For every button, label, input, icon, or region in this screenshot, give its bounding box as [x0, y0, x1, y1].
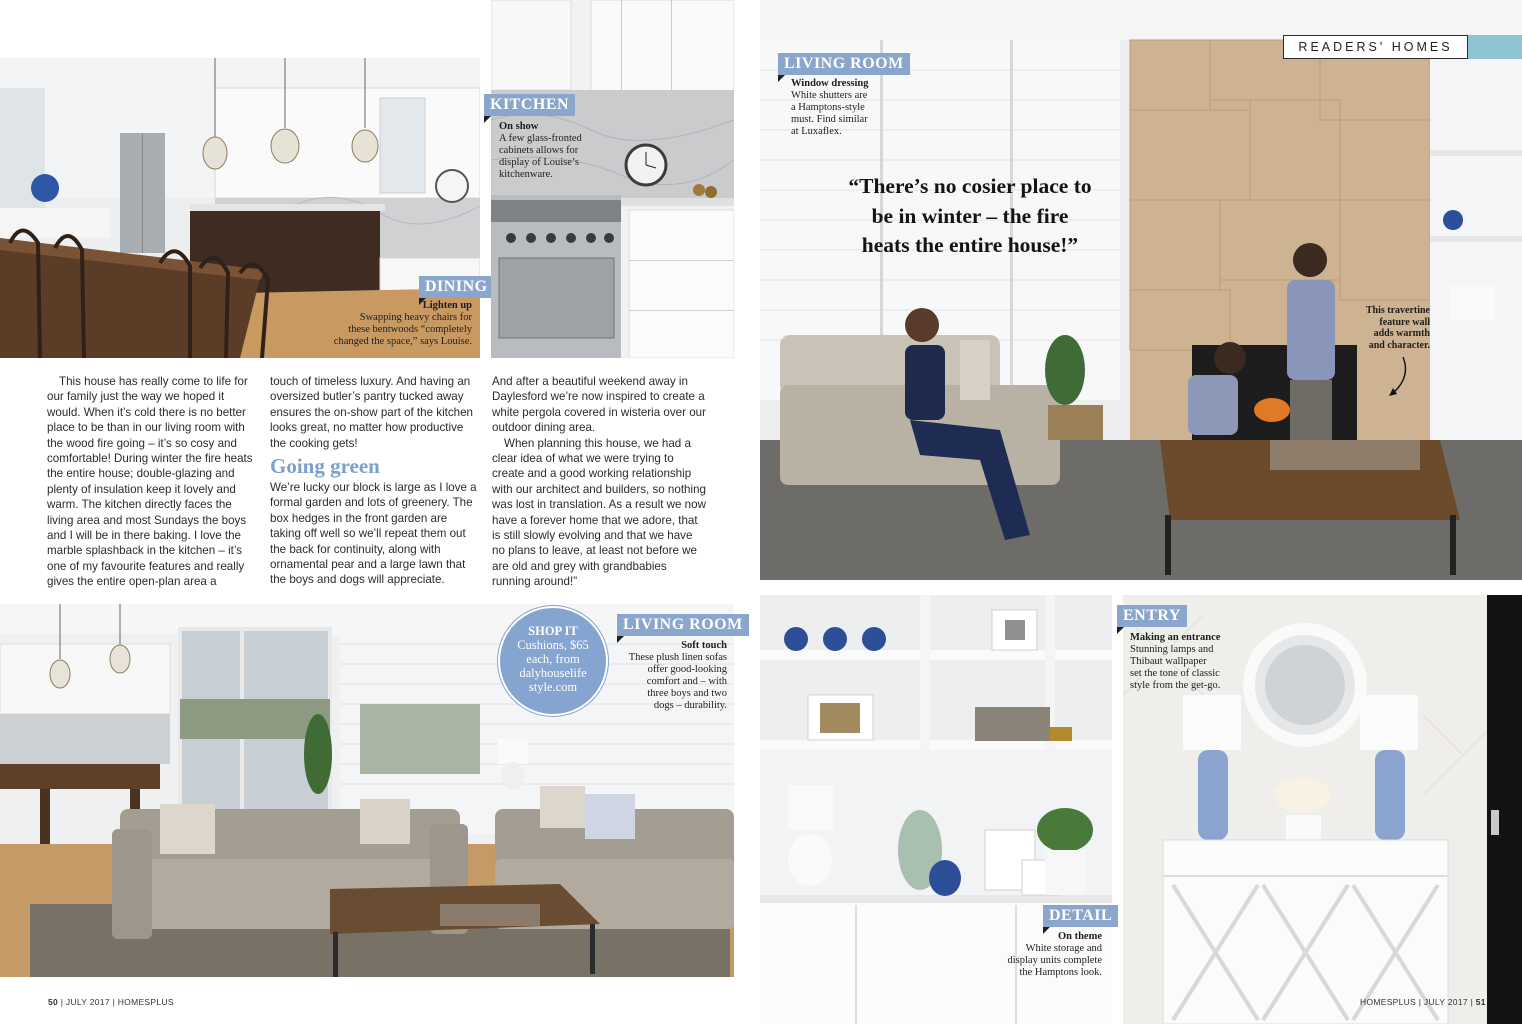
caption-line: adds warmth	[1373, 328, 1430, 339]
footer-left	[48, 997, 174, 1007]
shop-it-line: each, from	[526, 652, 580, 666]
caption-line: kitchenware.	[499, 169, 553, 180]
shop-it-line: dalyhouselife	[519, 666, 587, 680]
caption-dining	[318, 300, 472, 348]
footer-separator: |	[112, 997, 118, 1007]
caption-line: cabinets allows for	[499, 145, 579, 156]
caption-line: three boys and two	[647, 688, 727, 699]
caption-title: On theme	[1057, 931, 1102, 942]
caption-line: at Luxaflex.	[791, 126, 842, 137]
caption-line: style from the get-go.	[1130, 680, 1221, 691]
caption-living-room-bottom	[605, 640, 727, 712]
caption-label-entry: ENTRY	[1117, 605, 1187, 627]
body-paragraph: When planning this house, we had a clear idea of what we were trying to create and a good working relationship with our architect and builders, so nothing was lost in translation. As a result we now have a forever home that we adore, that is still slowly evolving and that we have no plans to leave, at least not before we are old and grey with grandbabies running around!”	[492, 436, 706, 589]
caption-line: This travertine	[1365, 305, 1430, 316]
body-paragraph: And after a beautiful weekend away in Daylesford we’re now inspired to create a white pergola covered in wisteria over our outdoor dining area.	[492, 375, 706, 435]
shop-it-badge	[498, 606, 608, 716]
caption-line: Stunning lamps and	[1130, 644, 1214, 655]
caption-line: a Hamptons-style	[791, 102, 865, 113]
caption-living-room-top	[791, 78, 891, 138]
caption-line: Thibaut wallpaper	[1130, 656, 1207, 667]
caption-label-living-room-bottom: LIVING ROOM	[617, 614, 749, 636]
footer-separator: |	[1470, 997, 1476, 1007]
shop-it-line: style.com	[528, 680, 578, 694]
caption-line: feature wall	[1379, 316, 1430, 328]
caption-title: Window dressing	[791, 78, 869, 89]
caption-line: set the tone of classic	[1130, 668, 1220, 679]
caption-title: Making an entrance	[1130, 632, 1221, 643]
caption-title: On show	[499, 121, 539, 132]
section-badge: READERS' HOMES	[1283, 35, 1468, 59]
caption-title: Soft touch	[681, 640, 727, 651]
caption-line: the Hamptons look.	[1019, 967, 1102, 978]
pull-quote: “There’s no cosier place to be in winter – the fire heats the entire house!”	[848, 174, 1092, 257]
caption-label-detail: DETAIL	[1043, 905, 1118, 927]
caption-entry	[1130, 632, 1250, 692]
footer-issue-right: JULY 2017	[1423, 997, 1468, 1007]
caption-label-kitchen: KITCHEN	[484, 94, 575, 116]
caption-detail	[992, 931, 1102, 979]
caption-arrow-icon	[1383, 355, 1413, 400]
body-paragraph: touch of timeless luxury. And having an oversized butler’s pantry tucked away ensures the on-show part of the kitchen looks great, no matter how productive the cooking gets!	[270, 375, 474, 450]
caption-line: changed the space,” says Louise.	[333, 336, 472, 347]
body-column-1	[47, 374, 257, 590]
caption-line: offer good-looking	[647, 664, 727, 675]
caption-line: and character.	[1368, 339, 1430, 351]
caption-line: dogs – durability.	[653, 700, 727, 711]
footer-right	[1360, 997, 1486, 1007]
caption-line: comfort and – with	[646, 676, 727, 687]
caption-line: these bentwoods “completely	[348, 324, 472, 335]
caption-label-living-room-top: LIVING ROOM	[778, 53, 910, 75]
caption-travertine	[1340, 305, 1430, 351]
caption-line: display units complete	[1007, 955, 1102, 966]
footer-separator: |	[1418, 997, 1424, 1007]
body-column-3	[492, 374, 707, 590]
caption-line: display of Louise’s	[499, 157, 579, 168]
footer-magazine-right: HOMESPLUS	[1360, 997, 1417, 1007]
caption-line: must. Find similar	[791, 114, 868, 125]
footer-separator: |	[60, 997, 66, 1007]
body-column-2	[270, 374, 480, 588]
caption-line: Swapping heavy chairs for	[359, 312, 472, 323]
body-paragraph: We’re lucky our block is large as I love a formal garden and lots of greenery. The box hedges in the front garden are taking off well so we’ll repeat them out the back for continuity, along with ornamental pear and a large lawn that the boys and dogs will appreciate.	[270, 481, 477, 587]
caption-line: A few glass-fronted	[499, 133, 582, 144]
caption-line: White shutters are	[791, 90, 868, 101]
body-paragraph: This house has really come to life for our family just the way we hoped it would. When it’s cold there is no better place to be than in our living room with the wood fire going – it’s so cosy and comfortable! During winter the fire heats the entire house; double-glazing and plenty of insulation keep it lovely and warm. The kitchen directly faces the living area and most Sundays the boys and I will be in there baking. I love the marble splashback in the kitchen – it’s one of my favourite features and really gives the entire open-plan area a	[47, 375, 253, 589]
caption-title: Lighten up	[422, 300, 472, 311]
caption-line: White storage and	[1025, 943, 1102, 954]
caption-kitchen	[499, 121, 604, 181]
page-number-left: 50	[48, 997, 59, 1007]
section-badge-tab	[1468, 35, 1522, 59]
page-number-right: 51	[1475, 997, 1486, 1007]
footer-magazine-left: HOMESPLUS	[117, 997, 174, 1007]
shop-it-line: Cushions, $65	[517, 638, 589, 652]
footer-issue-left: JULY 2017	[65, 997, 110, 1007]
subheading: Going green	[270, 454, 380, 479]
caption-line: These plush linen sofas	[628, 652, 727, 663]
shop-it-heading: SHOP IT	[528, 624, 578, 638]
caption-label-dining: DINING	[419, 276, 494, 298]
